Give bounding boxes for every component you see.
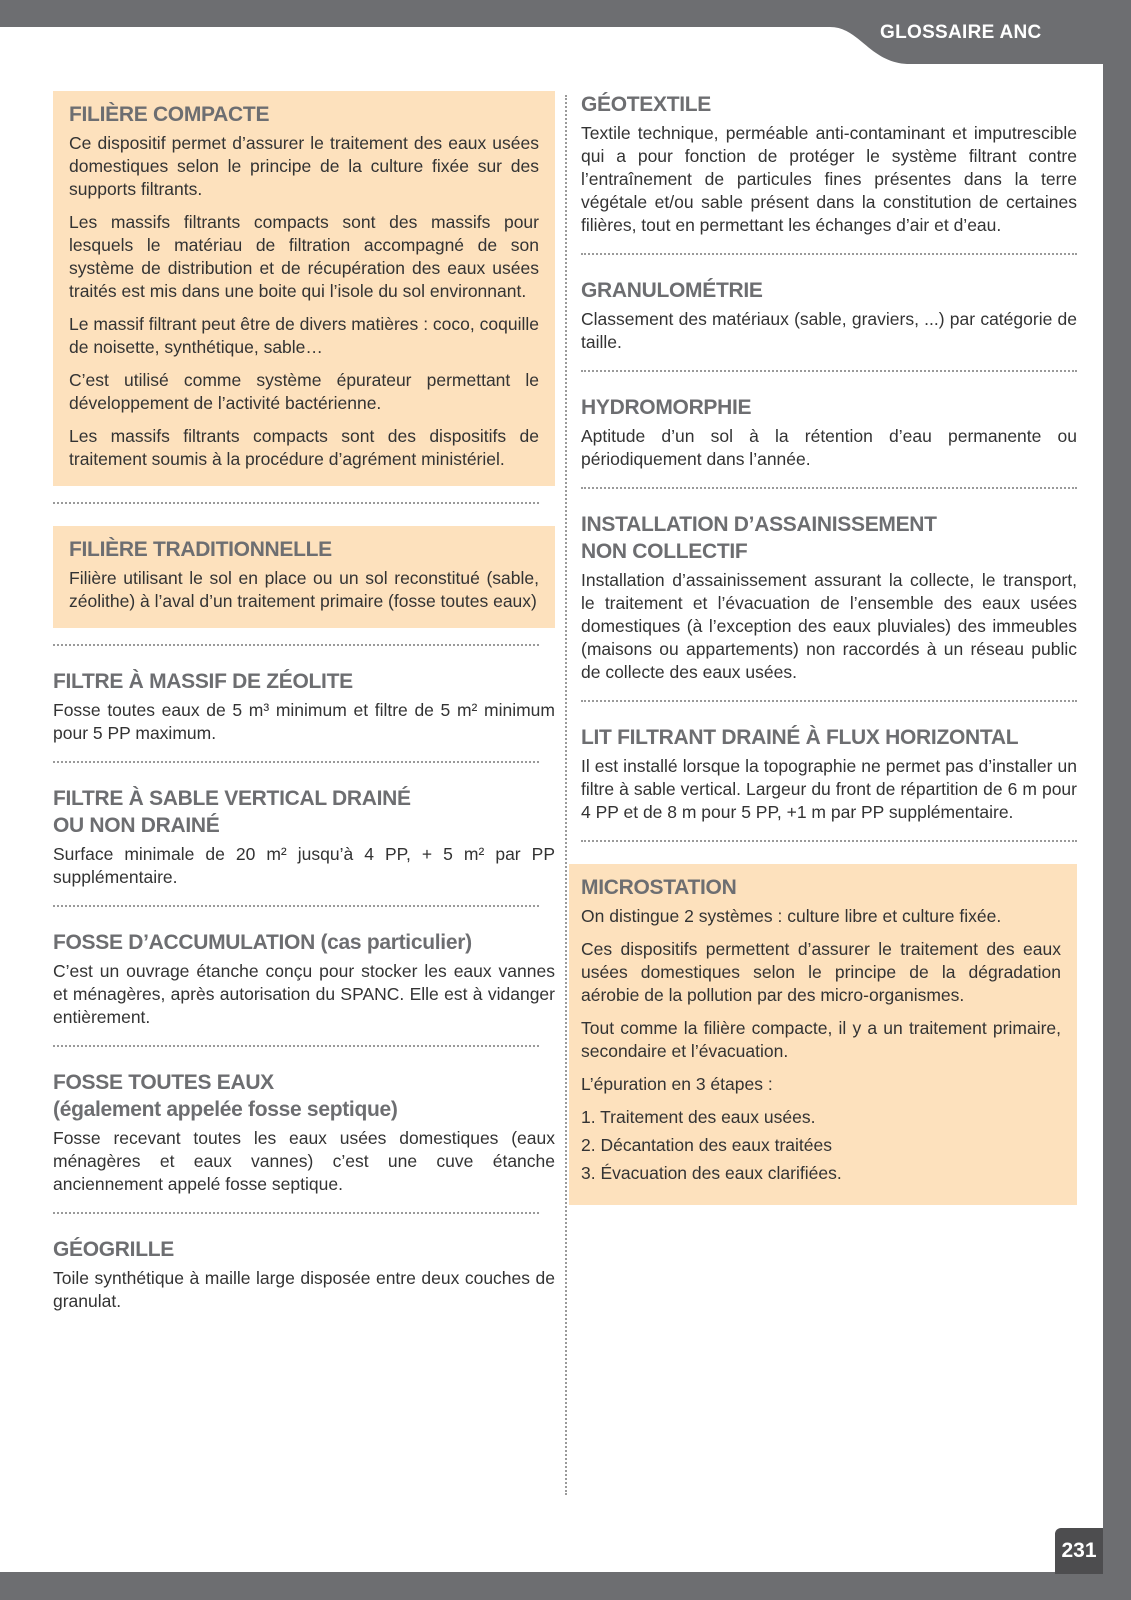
header-title: GLOSSAIRE ANC: [880, 22, 1042, 43]
glossary-entry-geotextile: [581, 91, 1077, 237]
dotted-separator: [581, 487, 1077, 489]
entry-title-text: GÉOTEXTILE: [581, 93, 712, 116]
page-frame-bottom: [0, 1572, 1131, 1600]
glossary-entry-filtre-a-massif-de-zeolite: [53, 668, 555, 745]
entry-paragraph: On distingue 2 systèmes : culture libre et culture fixée.: [581, 906, 1002, 926]
entry-paragraph: Toile synthétique à maille large disposée entre deux couches de granulat.: [53, 1268, 555, 1311]
entry-title: [53, 1236, 555, 1263]
glossary-entry-granulometrie: [581, 277, 1077, 354]
entry-paragraph: Surface minimale de 20 m² jusqu’à 4 PP, + 5 m² par PP supplémentaire.: [53, 844, 555, 887]
dotted-separator: [53, 502, 539, 504]
entry-title: [53, 785, 555, 839]
entry-title-text: GÉOGRILLE: [53, 1238, 174, 1261]
entry-paragraph: Classement des matériaux (sable, graviers, ...) par catégorie de taille.: [581, 309, 1077, 352]
entry-title: [53, 929, 555, 956]
glossary-entry-fosse-toutes-eaux: [53, 1069, 555, 1196]
column-divider: [565, 95, 567, 1495]
dotted-separator: [53, 761, 539, 763]
dotted-separator: [53, 1045, 539, 1047]
entry-title-text: FOSSE D’ACCUMULATION (cas particulier): [53, 931, 472, 954]
entry-paragraph: Ce dispositif permet d’assurer le traitement des eaux usées domestiques selon le principe de la culture fixée sur des supports filtrants.: [69, 133, 539, 199]
entry-paragraph: Filière utilisant le sol en place ou un sol reconstitué (sable, zéolithe) à l’aval d’un traitement primaire (fosse toutes eaux): [69, 568, 539, 611]
entry-title: [581, 91, 1077, 118]
entry-title-text: GRANULOMÉTRIE: [581, 279, 763, 302]
entry-title: [581, 277, 1077, 304]
entry-title-text: FILTRE À SABLE VERTICAL DRAINÉ: [53, 787, 411, 810]
glossary-entry-hydromorphie: [581, 394, 1077, 471]
left-column: [53, 91, 555, 1313]
glossary-entry-lit-filtrant-draine-a-flux-horizontal: [581, 724, 1077, 824]
entry-paragraph: Textile technique, perméable anti-contaminant et imputrescible qui a pour fonction de protéger le système filtrant contre l’entraînement de particules fines présentes dans la terre végétale et/ou sable présent dans la constitution de certaines filières, tout en permettant les échanges d’air et d’eau.: [581, 123, 1077, 235]
entry-title-text: FILIÈRE COMPACTE: [69, 103, 270, 126]
entry-title-line2: NON COLLECTIF: [581, 540, 748, 563]
dotted-separator: [53, 1212, 539, 1214]
entry-title-text: LIT FILTRANT DRAINÉ À FLUX HORIZONTAL: [581, 726, 1019, 749]
dotted-separator: [53, 905, 539, 907]
entry-steps-list: [581, 1106, 1061, 1185]
entry-title: [581, 394, 1077, 421]
entry-paragraph: Aptitude d’un sol à la rétention d’eau permanente ou périodiquement dans l’année.: [581, 426, 1077, 469]
entry-title: [69, 101, 539, 128]
glossary-entry-filtre-a-sable-vertical-draine: [53, 785, 555, 889]
right-column: [581, 91, 1077, 1205]
entry-paragraph: Fosse recevant toutes les eaux usées domestiques (eaux ménagères et eaux vannes) c’est une cuve étanche anciennement appelé fosse septique.: [53, 1128, 555, 1194]
entry-paragraph: C’est un ouvrage étanche conçu pour stocker les eaux vannes et ménagères, après autorisation du SPANC. Elle est à vidanger entièrement.: [53, 961, 555, 1027]
entry-paragraph: L’épuration en 3 étapes :: [581, 1074, 773, 1094]
dotted-separator: [581, 370, 1077, 372]
entry-paragraph: Ces dispositifs permettent d’assurer le traitement des eaux usées domestiques selon le principe de la dégradation aérobie de la pollution par des micro-organismes.: [581, 939, 1061, 1005]
glossary-entry-filiere-compacte: [53, 91, 555, 486]
entry-paragraph: Les massifs filtrants compacts sont des massifs pour lesquels le matériau de filtration accompagné de son système de distribution et de récupération des eaux usées traités est mis dans une boite qui l’isole du sol environnant.: [69, 212, 539, 301]
entry-step-item: 1. Traitement des eaux usées.: [581, 1107, 816, 1127]
entry-title-text: INSTALLATION D’ASSAINISSEMENT: [581, 513, 937, 536]
dotted-separator: [581, 700, 1077, 702]
entry-paragraph: Fosse toutes eaux de 5 m³ minimum et filtre de 5 m² minimum pour 5 PP maximum.: [53, 700, 555, 743]
glossary-entry-fosse-d-accumulation: [53, 929, 555, 1029]
entry-title-line2: OU NON DRAINÉ: [53, 814, 220, 837]
page-frame-right: [1103, 0, 1131, 1600]
entry-paragraph: C’est utilisé comme système épurateur permettant le développement de l’activité bactérienne.: [69, 370, 539, 413]
entry-title-text: FILTRE À MASSIF DE ZÉOLITE: [53, 670, 353, 693]
entry-step-item: 3. Évacuation des eaux clarifiées.: [581, 1163, 842, 1183]
glossary-entry-filiere-traditionnelle: [53, 526, 555, 628]
entry-title-text: MICROSTATION: [581, 876, 737, 899]
page-number: 231: [1055, 1528, 1103, 1574]
entry-title-text: HYDROMORPHIE: [581, 396, 752, 419]
entry-title-text: FILIÈRE TRADITIONNELLE: [69, 538, 332, 561]
dotted-separator: [581, 840, 1077, 842]
entry-paragraph: Le massif filtrant peut être de divers matières : coco, coquille de noisette, synthétique, sable…: [69, 314, 539, 357]
entry-title: [53, 1069, 555, 1123]
entry-paragraph: Tout comme la filière compacte, il y a un traitement primaire, secondaire et l’évacuation.: [581, 1018, 1061, 1061]
glossary-entry-microstation: [569, 864, 1077, 1205]
entry-title: [581, 511, 1077, 565]
entry-paragraph: Les massifs filtrants compacts sont des dispositifs de traitement soumis à la procédure d’agrément ministériel.: [69, 426, 539, 469]
entry-paragraph: Il est installé lorsque la topographie ne permet pas d’installer un filtre à sable vertical. Largeur du front de répartition de 6 m pour 4 PP et de 8 m pour 5 PP, +1 m par PP supplémentaire.: [581, 756, 1077, 822]
entry-title: [581, 874, 1061, 901]
entry-title: [53, 668, 555, 695]
glossary-entry-installation-d-assainissement: [581, 511, 1077, 684]
entry-title: [69, 536, 539, 563]
entry-paragraph: Installation d’assainissement assurant la collecte, le transport, le traitement et l’évacuation de l’ensemble des eaux usées domestiques (à l’exception des eaux pluviales) des immeubles (maisons ou appartements) non raccordés à un réseau public de collecte des eaux usées.: [581, 570, 1077, 682]
glossary-entry-geogrille: [53, 1236, 555, 1313]
entry-title-suffix: (cas particulier): [314, 931, 472, 954]
dotted-separator: [581, 253, 1077, 255]
entry-title: [581, 724, 1077, 751]
entry-step-item: 2. Décantation des eaux traitées: [581, 1135, 832, 1155]
entry-title-line2: (également appelée fosse septique): [53, 1098, 398, 1121]
entry-title-text: FOSSE TOUTES EAUX: [53, 1071, 274, 1094]
dotted-separator: [53, 644, 539, 646]
